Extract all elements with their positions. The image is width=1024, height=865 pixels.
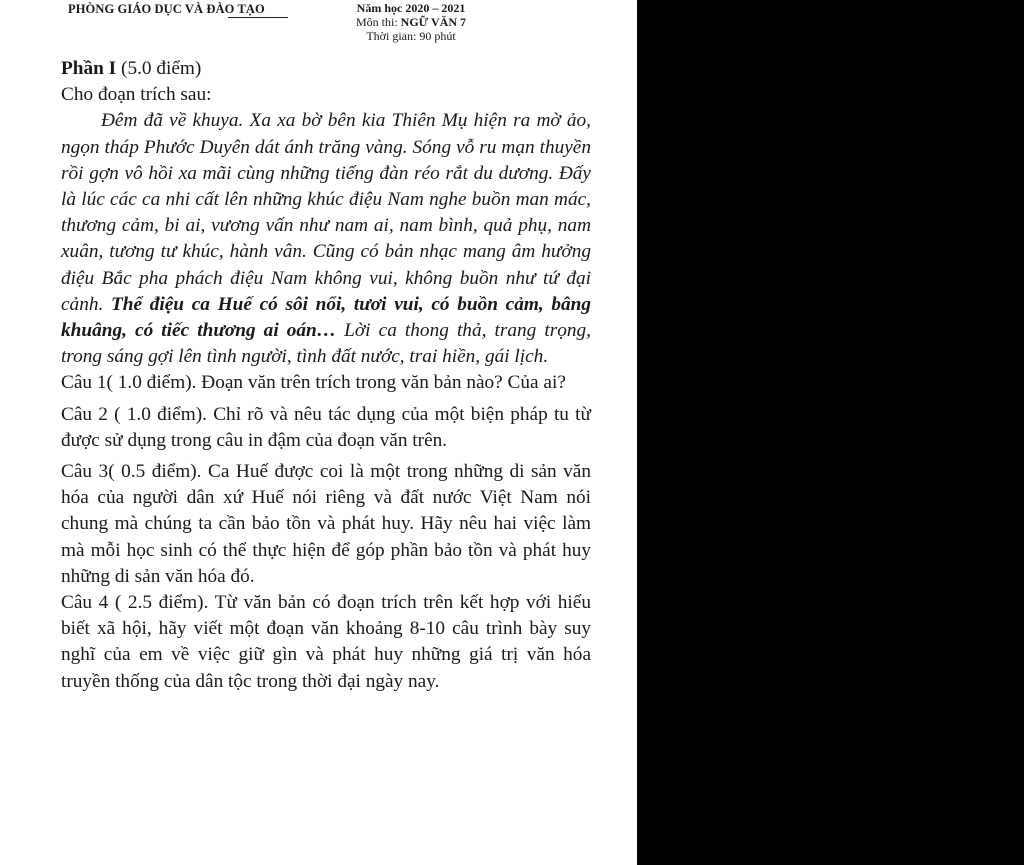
subject-label: Môn thi: xyxy=(355,15,398,29)
question-4: Câu 4 ( 2.5 điểm). Từ văn bản có đoạn trích trên kết hợp với hiểu biết xã hội, hãy viết một đoạn văn khoảng 8-10 câu trình bày suy nghĩ của em về việc giữ gìn và phát huy những giá trị văn hóa truyền thống của dân tộc trong thời đại ngày nay. xyxy=(61,592,591,692)
subject-name: NGỮ VĂN 7 xyxy=(400,15,466,29)
header-underline xyxy=(228,17,288,18)
question-1: Câu 1( 1.0 điểm). Đoạn văn trên trích trong văn bản nào? Của ai? xyxy=(61,372,566,394)
section-title: Phần I xyxy=(61,58,117,79)
passage-part-1: Đêm đã về khuya. Xa xa bờ bên kia Thiên Mụ hiện ra mờ ảo, ngọn tháp Phước Duyên dát ánh trăng vàng. Sóng vỗ ru mạn thuyền rồi gợn vô hồi xa mãi cùng những tiếng đàn réo rắt du dương. Đấy là lúc các ca nhi cất lên những khúc điệu Nam nghe buồn man mác, thương cảm, bi ai, vương vấn như nam ai, nam bình, quả phụ, nam xuân, tương tư khúc, hành vân. Cũng có bản nhạc mang âm hưởng điệu Bắc pha phách điệu Nam không vui, không buồn như tứ đại cảnh. xyxy=(61,110,591,315)
subject-line xyxy=(336,15,486,29)
black-margin xyxy=(637,0,1024,865)
exam-info xyxy=(336,1,486,43)
excerpt-passage xyxy=(61,108,591,370)
intro-text: Cho đoạn trích sau: xyxy=(61,84,212,106)
exam-content xyxy=(61,56,591,695)
section-heading xyxy=(61,56,591,82)
question-2: Câu 2 ( 1.0 điểm). Chỉ rõ và nêu tác dụng của một biện pháp tu từ được sử dụng trong câu in đậm của đoạn văn trên. xyxy=(61,403,591,451)
section-points: (5.0 điểm) xyxy=(116,58,202,79)
exam-time: Thời gian: 90 phút xyxy=(366,29,456,43)
question-3: Câu 3( 0.5 điểm). Ca Huế được coi là một trong những di sản văn hóa của người dân xứ Huế nói riêng và đất nước Việt Nam nói chung mà chúng ta cần bảo tồn và phát huy. Hãy nêu hai việc làm mà mỗi học sinh có thể thực hiện để góp phần bảo tồn và phát huy những di sản văn hóa đó. xyxy=(61,461,591,587)
department-name: PHÒNG GIÁO DỤC VÀ ĐÀO TẠO xyxy=(68,2,265,16)
school-year: Năm học 2020 – 2021 xyxy=(356,1,466,15)
passage-bold-sentence: Thể điệu ca Huế có sôi nổi, tươi vui, có buồn cảm, bâng khuâng, có tiếc thương ai oán… xyxy=(61,293,592,342)
passage-part-2: Lời ca thong thả, trang trọng, trong sáng gợi lên tình người, tình đất nước, trai hiền, gái lịch. xyxy=(61,320,591,368)
